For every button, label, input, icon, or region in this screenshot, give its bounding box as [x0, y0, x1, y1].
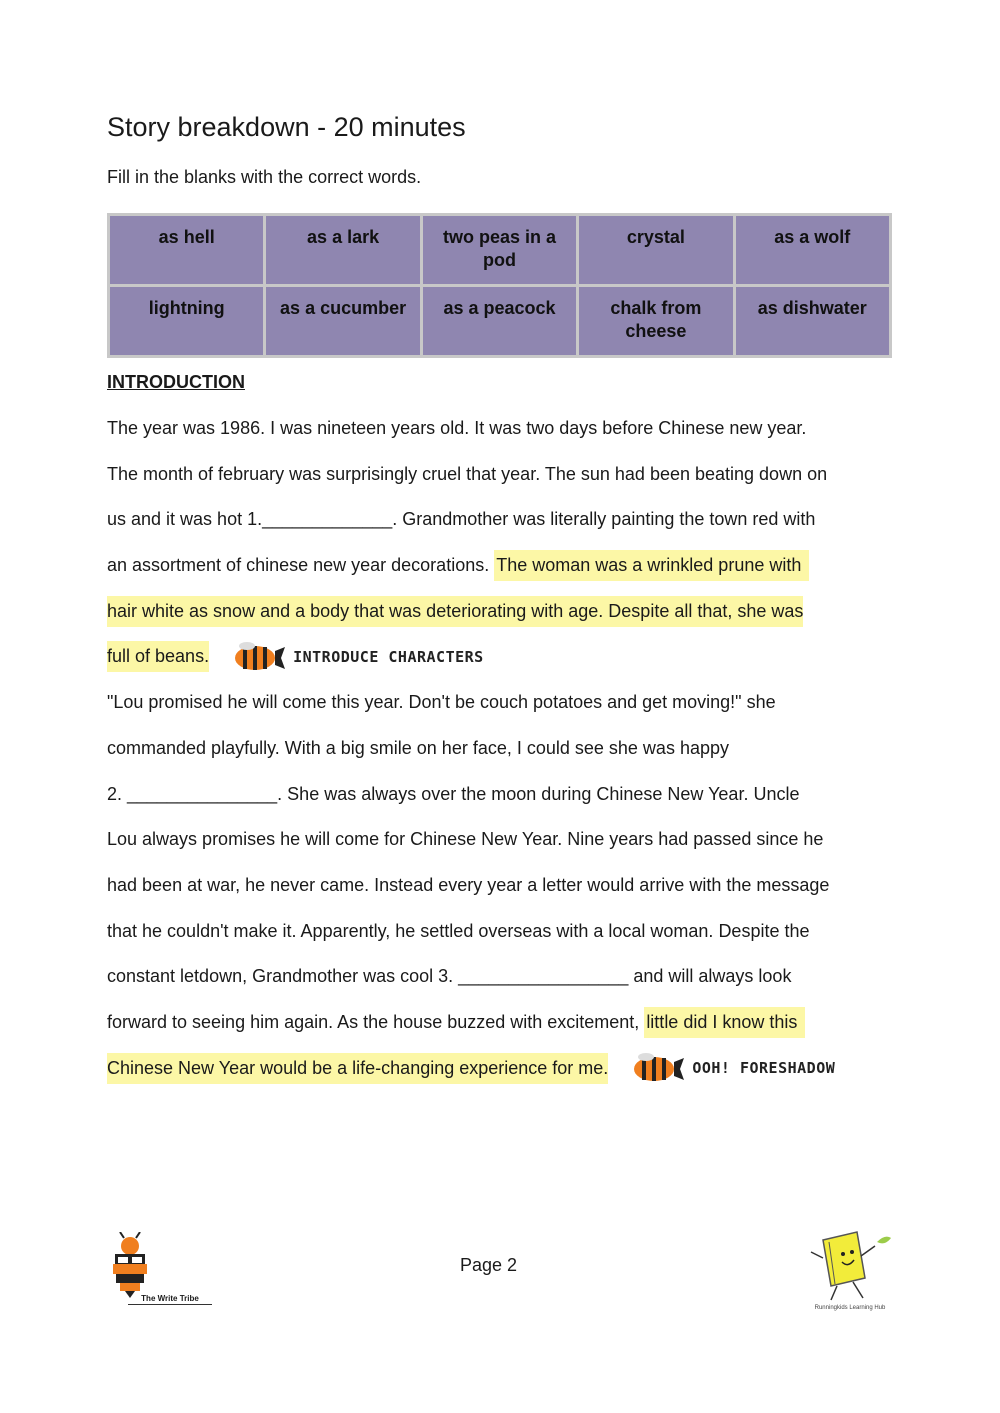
story-fragment: an assortment of chinese new year decorations.: [107, 555, 495, 576]
word-bank-cell: chalk from cheese: [579, 287, 732, 355]
word-bank-cell: as a wolf: [736, 216, 889, 284]
word-bank-cell: crystal: [579, 216, 732, 284]
word-bank-table: [107, 213, 892, 358]
story-line: constant letdown, Grandmother was cool 3. _________________ and will always look: [107, 966, 792, 987]
runningkids-logo-text: Runningkids Learning Hub: [814, 1305, 886, 1311]
bee-icon: [626, 1052, 686, 1086]
story-line: [107, 1000, 907, 1046]
story-line: [107, 634, 907, 680]
word-bank-cell: as a cucumber: [266, 287, 419, 355]
section-heading: INTRODUCTION: [107, 372, 245, 392]
highlighted-text: full of beans.: [107, 641, 209, 672]
bee-icon: [227, 641, 287, 675]
highlighted-text: little did I know this: [644, 1007, 805, 1038]
word-bank-row: [110, 216, 889, 284]
story-line: commanded playfully. With a big smile on her face, I could see she was happy: [107, 737, 729, 758]
story-line: The year was 1986. I was nineteen years old. It was two days before Chinese new year.: [107, 418, 807, 438]
running-book-logo: [805, 1228, 895, 1303]
word-bank-cell: as dishwater: [736, 287, 889, 355]
story-line: [107, 589, 907, 635]
word-bank-cell: as hell: [110, 216, 263, 284]
story-line: [107, 1046, 907, 1092]
word-bank-cell: two peas in a pod: [423, 216, 576, 284]
highlighted-text: hair white as snow and a body that was deteriorating with age. Despite all that, she was: [107, 596, 803, 627]
story-line: had been at war, he never came. Instead every year a letter would arrive with the message: [107, 874, 830, 895]
story-line: The month of february was surprisingly cruel that year. The sun had been beating down on: [107, 463, 828, 484]
annotation-foreshadow: [626, 1046, 835, 1092]
write-tribe-logo-text: The Write Tribe: [128, 1294, 212, 1305]
story-line: that he couldn't make it. Apparently, he settled overseas with a local woman. Despite the: [107, 920, 810, 941]
story-line: 2. _______________. She was always over the moon during Chinese New Year. Uncle: [107, 783, 800, 804]
word-bank-row: [110, 287, 889, 355]
story-line: Lou always promises he will come for Chinese New Year. Nine years had passed since he: [107, 829, 824, 850]
word-bank-cell: lightning: [110, 287, 263, 355]
story-fragment: forward to seeing him again. As the house buzzed with excitement,: [107, 1011, 645, 1032]
word-bank-cell: as a peacock: [423, 287, 576, 355]
story-line: [107, 543, 907, 589]
instruction-text: Fill in the blanks with the correct words.: [107, 167, 422, 187]
annotation-introduce-characters: [227, 635, 484, 681]
annotation-label: OOH! FORESHADOW: [692, 1059, 836, 1078]
highlighted-text: The woman was a wrinkled prune with: [494, 550, 809, 581]
page-title: Story breakdown - 20 minutes: [107, 112, 466, 142]
annotation-label: INTRODUCE CHARACTERS: [293, 647, 484, 666]
page-number: Page 2: [460, 1255, 518, 1275]
highlighted-text: Chinese New Year would be a life-changing experience for me.: [107, 1053, 608, 1084]
story-text: [107, 406, 907, 1091]
word-bank-cell: as a lark: [266, 216, 419, 284]
story-line: us and it was hot 1._____________. Grandmother was literally painting the town red with: [107, 509, 816, 530]
story-line: "Lou promised he will come this year. Don't be couch potatoes and get moving!" she: [107, 692, 776, 713]
